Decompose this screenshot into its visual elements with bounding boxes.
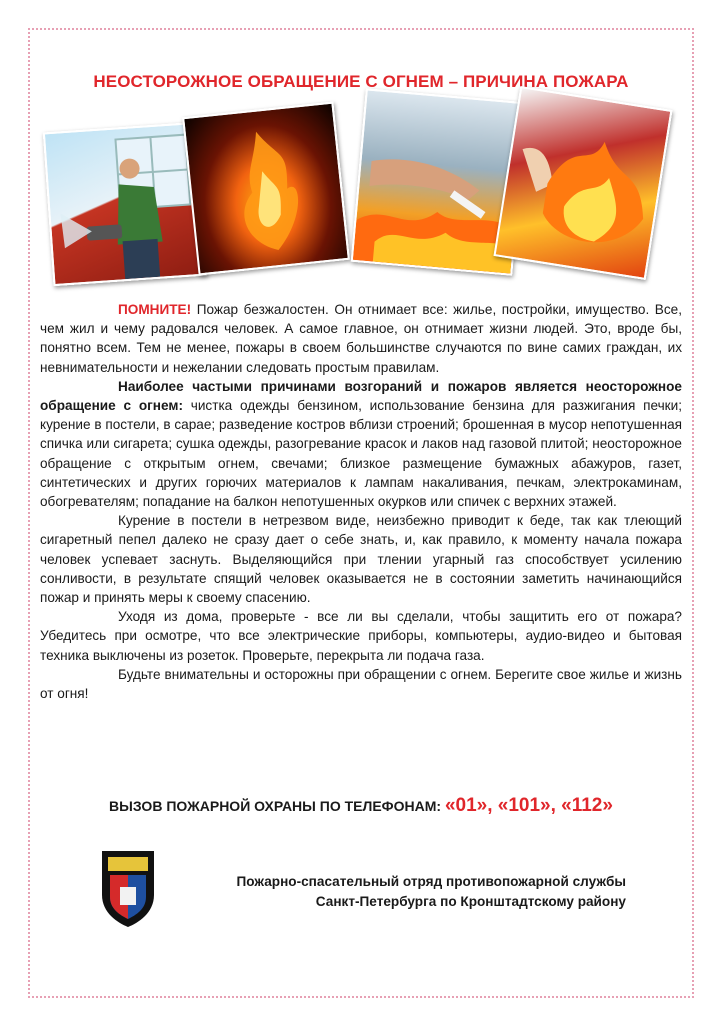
photo-collage	[40, 95, 700, 290]
causes-text: чистка одежды бензином, использование бензина для разжигания печки; курение в постели, в сарае; разведение костров вблизи строений; брошенная в мусор непотушенная спичка или сигарета; сушка одежды, разогревание красок и лаков над газовой плитой; неосторожное обращение с открытым огнем, свечами; близкое размещение бумажных абажуров, газет, синтетических и других горючих материалов к лампам накаливания, печкам, электрокаминам, обогревателям; попадание на балкон непотушенных окурков или спичек с верхних этажей.	[40, 398, 682, 510]
org-line-2: Санкт-Петербурга по Кронштадтскому району	[315, 894, 626, 909]
paragraph-be-careful: Будьте внимательны и осторожны при обращении с огнем. Берегите свое жилье и жизнь от огня!	[40, 666, 682, 702]
paragraph-smoking: Курение в постели в нетрезвом виде, неизбежно приводит к беде, так как тлеющий сигаретный пепел далеко не сразу дает о себе знать, и, как правило, к моменту начала пожара человек успевает заснуть. Выделяющийся при тлении угарный газ способствует усилению сонливости, в результате спящий человек оказывается не в состоянии заметить начинающийся пожар и принять меры к своему спасению.	[40, 513, 682, 606]
body-text	[40, 300, 682, 703]
burning-figure-photo	[182, 101, 350, 275]
remember-text: Пожар безжалостен. Он отнимает все: жилье, постройки, имущество. Все, чем жил и чему радовался человек. А самое главное, он отнимает жизни людей. Это, вроде бы, понятно всем. Тем не менее, пожары в своем большинстве случаются по вине самих граждан, их невнимательности и нежелании следовать простым правилам.	[40, 302, 682, 375]
paragraph-remember	[40, 300, 682, 377]
call-label: ВЫЗОВ ПОЖАРНОЙ ОХРАНЫ ПО ТЕЛЕФОНАМ:	[109, 798, 445, 814]
person-extinguisher-photo	[43, 122, 207, 286]
page-title: НЕОСТОРОЖНОЕ ОБРАЩЕНИЕ С ОГНЕМ – ПРИЧИНА ПОЖАРА	[93, 72, 629, 91]
paragraph-causes	[40, 377, 682, 511]
organization-signature	[200, 872, 626, 912]
call-fire-service	[40, 795, 682, 817]
burning-matches-photo	[493, 86, 672, 280]
paragraph-leaving-home: Уходя из дома, проверьте - все ли вы сделали, чтобы защитить его от пожара? Убедитесь при осмотре, что все электрические приборы, компьютеры, аудио-видео и бытовая техника выключены из розеток. Проверьте, перекрыта ли подача газа.	[40, 609, 682, 663]
remember-lead: ПОМНИТЕ!	[118, 302, 192, 317]
org-line-1: Пожарно-спасательный отряд противопожарной службы	[236, 874, 626, 889]
causes-lead: Наиболее частыми причинами возгораний и пожаров является неосторожное обращение с огнем:	[40, 378, 682, 414]
call-numbers: «01», «101», «112»	[444, 795, 613, 816]
fire-rescue-emblem-icon	[98, 847, 158, 929]
